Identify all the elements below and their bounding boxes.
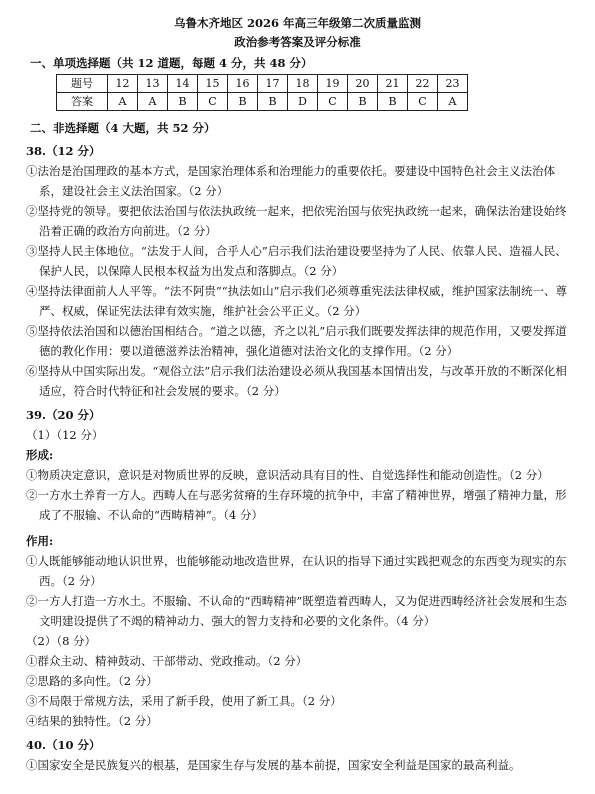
answer-cell: C: [198, 93, 228, 111]
q38-point: ⑤坚持依法治国和以德治国相结合。“道之以德，齐之以礼”启示我们既要发挥法律的规范作用，又要发挥道德的教化作用：要以道德滋养法治精神，强化道德对法治文化的支撑作用。（2 分）: [26, 324, 567, 358]
answer-cell: B: [378, 93, 408, 111]
answer-cell: A: [438, 93, 468, 111]
answer-cell: A: [138, 93, 168, 111]
question-number-cell: 22: [408, 75, 438, 93]
question-number-cell: 20: [348, 75, 378, 93]
section-1-heading: 一、单项选择题（共 12 道题，每题 4 分，共 48 分）: [30, 56, 313, 70]
q39-effect-point: ①人既能够能动地认识世界，也能够能动地改造世界，在认识的指导下通过实践把观念的东西变为现实的东西。（2 分）: [26, 554, 567, 588]
q38-point: ②坚持党的领导。要把依法治国与依法执政统一起来，把依宪治国与依宪执政统一起来，确保法治建设始终沿着正确的政治方向前进。（2 分）: [26, 204, 567, 238]
q39-part-2-label: （2）（8 分）: [26, 634, 97, 648]
q40-point: ①国家安全是民族复兴的根基，是国家生存与发展的基本前提，国家安全利益是国家的最高利益。: [26, 758, 521, 772]
q38-point: ①法治是治国理政的基本方式，是国家治理体系和治理能力的重要依托。要建设中国特色社会主义法治体系，建设社会主义法治国家。（2 分）: [26, 164, 555, 198]
q38-point: ④坚持法律面前人人平等。“法不阿贵”“执法如山”启示我们必须尊重宪法法律权威，维护国家法制统一、尊严、权威，保证宪法法律有效实施，维护社会公平正义。（2 分）: [26, 284, 568, 318]
answer-cell: B: [258, 93, 288, 111]
question-number-cell: 21: [378, 75, 408, 93]
section-2-heading: 二、非选择题（4 大题，共 52 分）: [30, 121, 216, 135]
q39-formation-point: ②一方水土养育一方人。西畴人在与恶劣贫瘠的生存环境的抗争中，丰富了精神世界，增强了精神力量，形成了不服输、不认命的“西畴精神”。（4 分）: [26, 488, 567, 522]
question-number-cell: 18: [288, 75, 318, 93]
question-number-cell: 13: [138, 75, 168, 93]
q38-point: ③坚持人民主体地位。“法发于人间，合乎人心”启示我们法治建设要坚持为了人民、依靠人民、造福人民、保护人民，以保障人民根本权益为出发点和落脚点。（2 分）: [26, 244, 567, 278]
answer-table-number-label: 题号: [57, 75, 108, 93]
q39-part-1-label: （1）（12 分）: [26, 428, 104, 442]
q39-formation-label: 形成:: [26, 448, 54, 462]
document-subtitle: 政治参考答案及评分标准: [234, 35, 361, 49]
q39-formation-point: ①物质决定意识，意识是对物质世界的反映，意识活动具有目的性、自觉选择性和能动创造性。（2 分）: [26, 468, 549, 482]
answer-cell: C: [408, 93, 438, 111]
answer-cell: B: [168, 93, 198, 111]
q38-point: ⑥坚持从中国实际出发。“观俗立法”启示我们法治建设必须从我国基本国情出发，与改革开放的不断深化相适应，符合时代特征和社会发展的要求。（2 分）: [26, 364, 567, 398]
q39-part-2-point: ①群众主动、精神鼓动、干部带动、党政推动。（2 分）: [26, 654, 308, 668]
question-40-title: 40.（10 分）: [26, 738, 101, 752]
answer-cell: D: [288, 93, 318, 111]
q39-part-2-point: ④结果的独特性。（2 分）: [26, 714, 158, 728]
answer-cell: A: [108, 93, 138, 111]
q39-effect-point: ②一方人打造一方水土。不服输、不认命的“西畴精神”既塑造着西畴人，又为促进西畴经济社会发展和生态文明建设提供了不竭的精神动力、强大的智力支持和必要的文化条件。（4 分）: [26, 594, 567, 628]
q39-part-2-point: ②思路的多向性。（2 分）: [26, 674, 158, 688]
q39-effect-label: 作用:: [26, 534, 54, 548]
answer-cell: B: [228, 93, 258, 111]
question-number-cell: 19: [318, 75, 348, 93]
answer-cell: B: [348, 93, 378, 111]
q39-part-2-point: ③不局限于常规方法，采用了新手段，使用了新工具。（2 分）: [26, 694, 342, 708]
answer-table-answer-label: 答案: [57, 93, 108, 111]
question-number-cell: 12: [108, 75, 138, 93]
question-number-cell: 17: [258, 75, 288, 93]
answer-table-answer-row: [57, 93, 468, 111]
answer-cell: C: [318, 93, 348, 111]
question-39-title: 39.（20 分）: [26, 408, 101, 422]
question-number-cell: 16: [228, 75, 258, 93]
question-38-title: 38.（12 分）: [26, 144, 101, 158]
answer-table-number-row: [57, 75, 468, 93]
question-number-cell: 23: [438, 75, 468, 93]
question-number-cell: 15: [198, 75, 228, 93]
document-title: 乌鲁木齐地区 2026 年高三年级第二次质量监测: [173, 16, 421, 30]
answer-table: [56, 74, 468, 111]
question-number-cell: 14: [168, 75, 198, 93]
